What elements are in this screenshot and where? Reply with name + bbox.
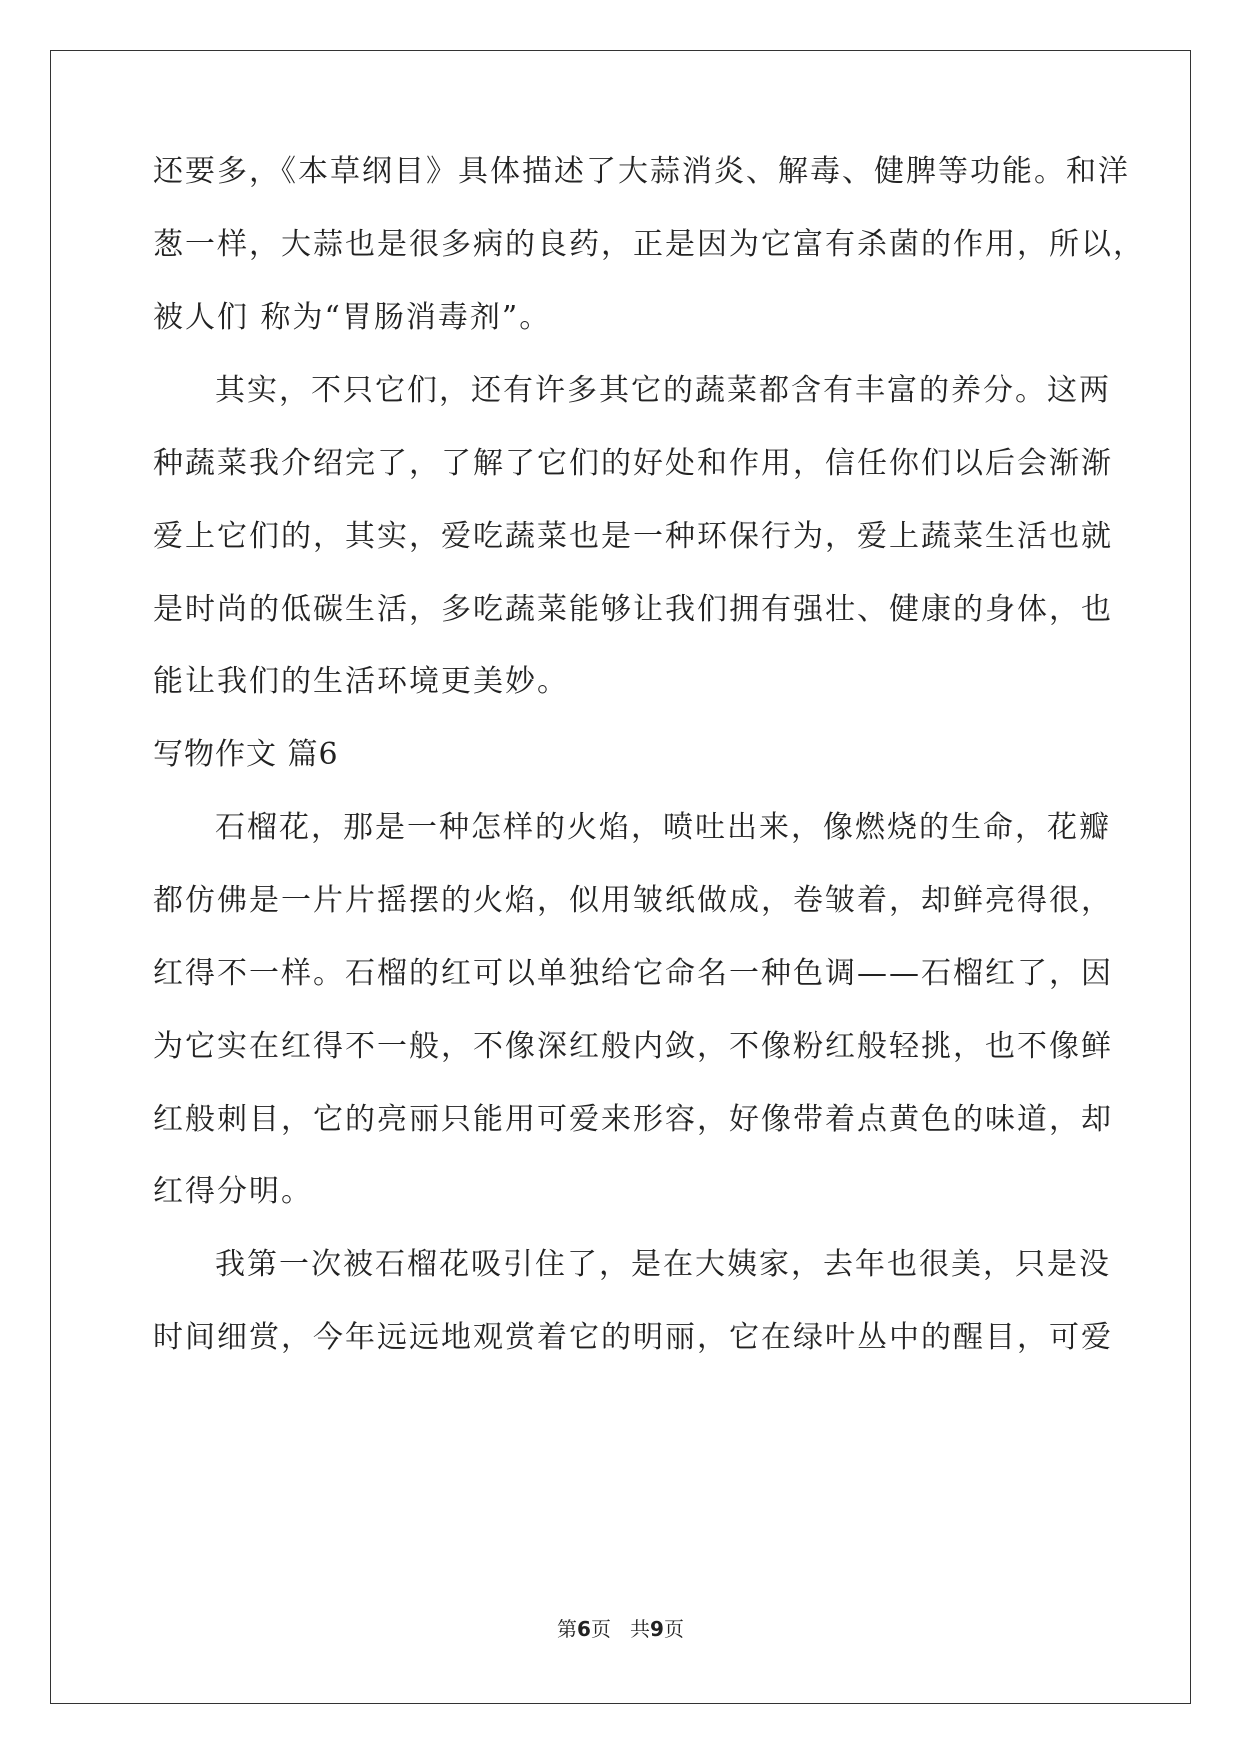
footer-total-pages: 9: [650, 1617, 664, 1641]
footer-total-prefix: 共: [630, 1617, 651, 1641]
body-line: 红般刺目，它的亮丽只能用可爱来形容，好像带着点黄色的味道，却: [153, 1102, 1113, 1137]
section-heading: 写物作文 篇6: [153, 737, 339, 772]
footer-page-number: 6: [577, 1617, 591, 1641]
footer-page-suffix: 页: [590, 1617, 611, 1641]
body-line: 时间细赏，今年远远地观赏着它的明丽，它在绿叶丛中的醒目，可爱: [153, 1320, 1113, 1355]
body-line: 都仿佛是一片片摇摆的火焰，似用皱纸做成，卷皱着，却鲜亮得很，: [153, 883, 1113, 918]
body-line: 其实，不只它们，还有许多其它的蔬菜都含有丰富的养分。这两: [215, 373, 1111, 408]
body-line: 石榴花，那是一种怎样的火焰，喷吐出来，像燃烧的生命，花瓣: [215, 810, 1111, 845]
body-line: 红得不一样。石榴的红可以单独给它命名一种色调——石榴红了，因: [153, 956, 1113, 991]
body-line: 能让我们的生活环境更美妙。: [153, 664, 569, 699]
body-line: 是时尚的低碳生活，多吃蔬菜能够让我们拥有强壮、健康的身体，也: [153, 592, 1113, 627]
body-line: 爱上它们的，其实，爱吃蔬菜也是一种环保行为，爱上蔬菜生活也就: [153, 519, 1113, 554]
footer-total-suffix: 页: [663, 1617, 684, 1641]
body-line: 种蔬菜我介绍完了，了解了它们的好处和作用，信任你们以后会渐渐: [153, 446, 1113, 481]
body-line: 葱一样，大蒜也是很多病的良药，正是因为它富有杀菌的作用，所以，: [153, 227, 1145, 262]
footer-page-prefix: 第: [557, 1617, 578, 1641]
body-line: 我第一次被石榴花吸引住了，是在大姨家，去年也很美，只是没: [215, 1247, 1111, 1282]
page-footer: [0, 1616, 1241, 1642]
body-line: 为它实在红得不一般，不像深红般内敛，不像粉红般轻挑，也不像鲜: [153, 1029, 1113, 1064]
body-line: 红得分明。: [153, 1174, 313, 1209]
body-line: 还要多，《本草纲目》具体描述了大蒜消炎、解毒、健脾等功能。和洋: [153, 154, 1130, 189]
body-line: 被人们 称为“胃肠消毒剂”。: [153, 300, 552, 335]
